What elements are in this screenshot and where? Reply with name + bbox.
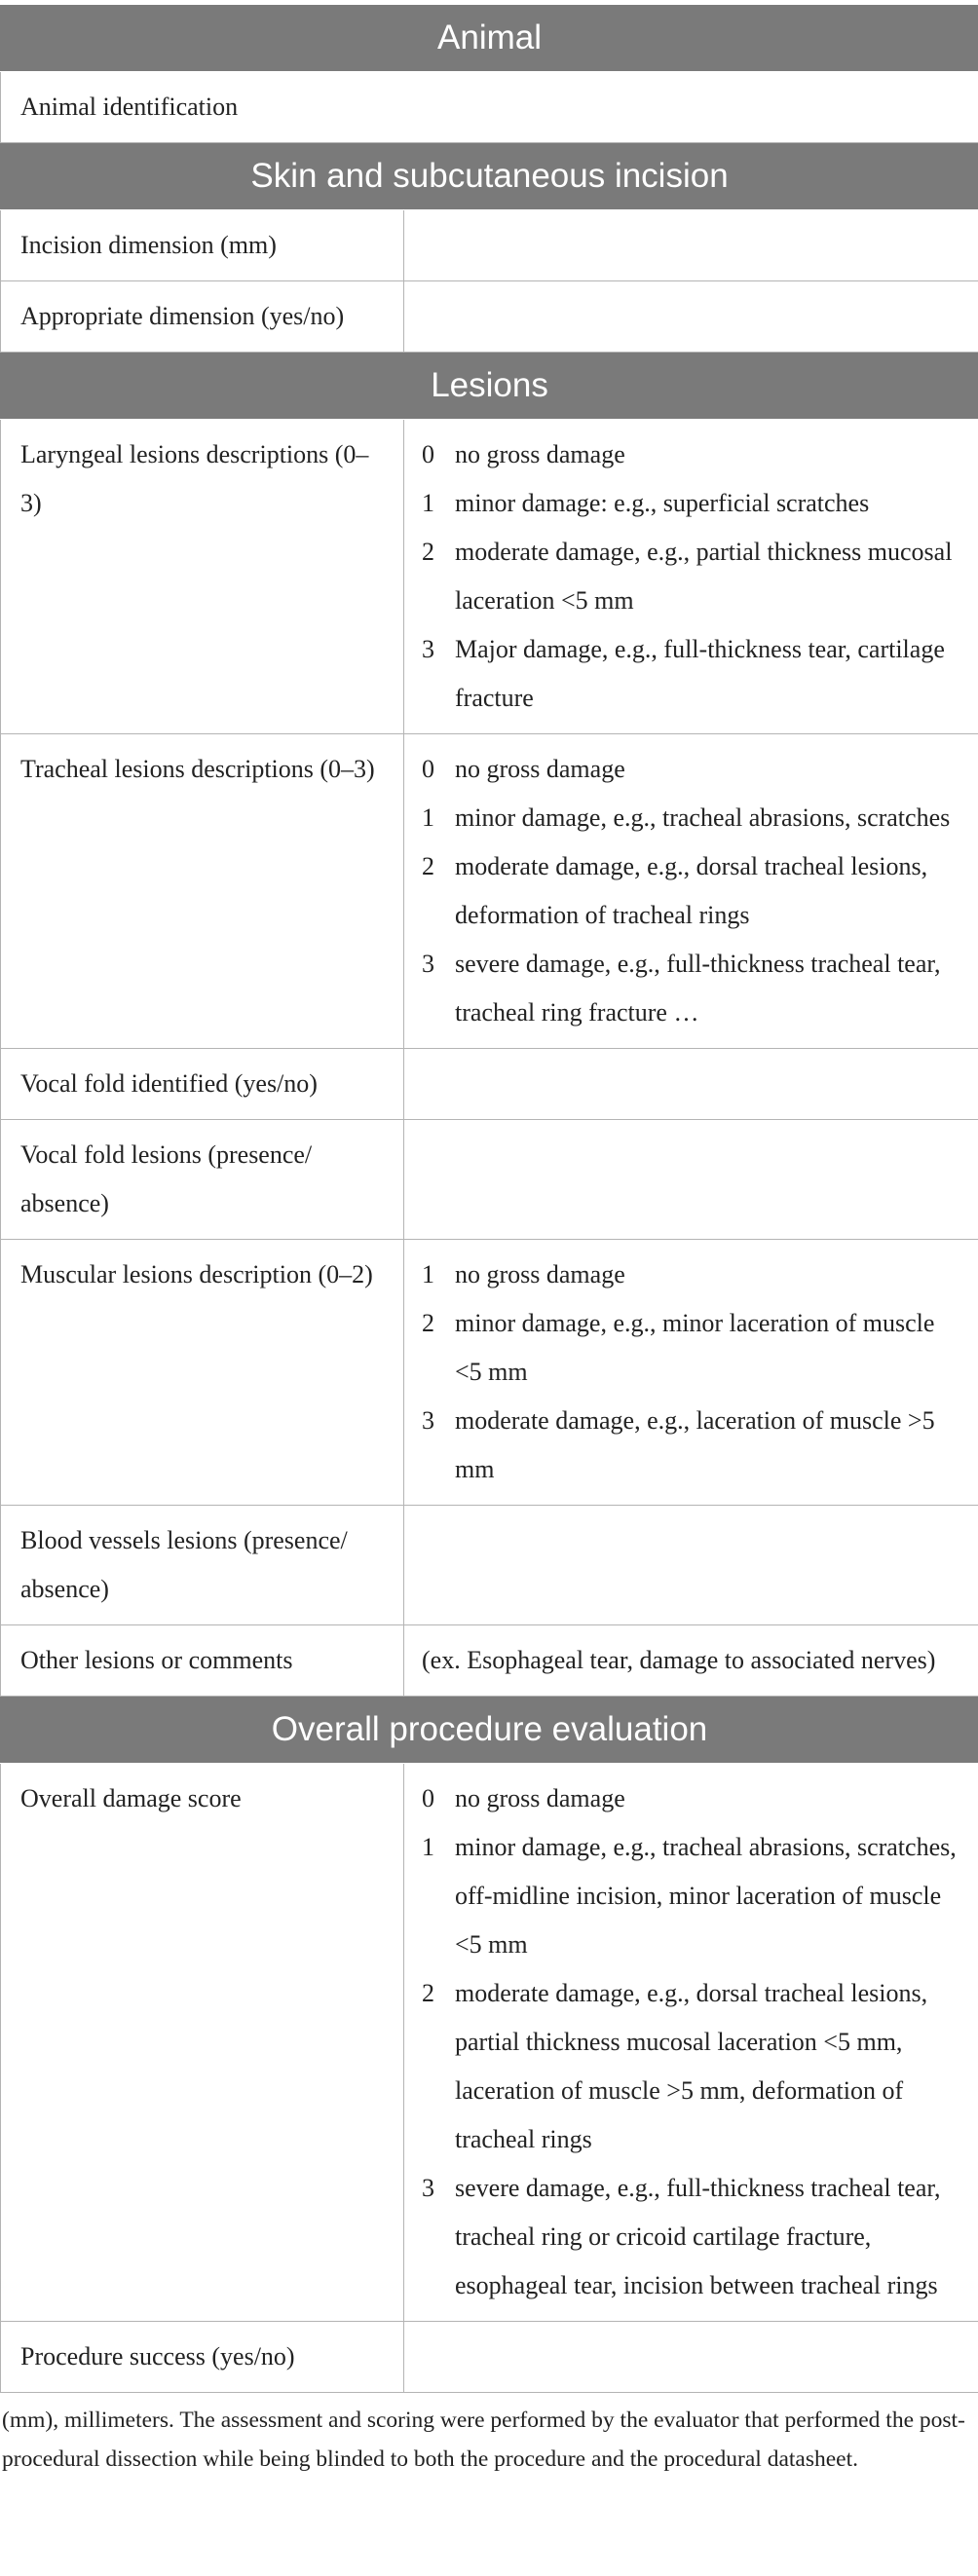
score-description: moderate damage, e.g., partial thickness mucosal laceration <5 mm [455, 528, 964, 625]
row-label-laryngeal-lesions: Laryngeal lesions descriptions (0–3) [1, 420, 404, 734]
table-row [1, 1240, 978, 1506]
section-header-lesions [1, 353, 978, 420]
score-number: 2 [422, 842, 455, 940]
score-description: severe damage, e.g., full-thickness tracheal tear, tracheal ring or cricoid cartilage fracture, esophageal tear, incision between tracheal rings [455, 2164, 964, 2310]
score-description: severe damage, e.g., full-thickness tracheal tear, tracheal ring fracture … [455, 940, 964, 1037]
score-item [422, 2164, 964, 2310]
score-item [422, 1251, 964, 1299]
score-list-tracheal [404, 734, 978, 1049]
row-label-blood-vessels-lesions: Blood vessels lesions (presence/ absence) [1, 1506, 404, 1625]
score-item [422, 528, 964, 625]
score-description: minor damage, e.g., tracheal abrasions, scratches [455, 794, 964, 842]
score-number: 3 [422, 1397, 455, 1494]
section-title-animal: Animal [1, 5, 978, 72]
table-row [1, 210, 978, 281]
table-row [1, 1120, 978, 1240]
table-row [1, 420, 978, 734]
table-row [1, 72, 978, 143]
row-label-vocal-fold-identified: Vocal fold identified (yes/no) [1, 1049, 404, 1120]
score-description: moderate damage, e.g., dorsal tracheal lesions, deformation of tracheal rings [455, 842, 964, 940]
score-item [422, 479, 964, 528]
section-header-animal [1, 5, 978, 72]
score-item [422, 625, 964, 723]
row-value-vocal-fold-identified [404, 1049, 978, 1120]
row-label-appropriate-dimension: Appropriate dimension (yes/no) [1, 281, 404, 353]
score-item [422, 745, 964, 794]
score-item [422, 1397, 964, 1494]
score-item [422, 1774, 964, 1823]
row-value-procedure-success [404, 2322, 978, 2393]
score-number: 3 [422, 940, 455, 1037]
table-footnote: (mm), millimeters. The assessment and scoring were performed by the evaluator that performed the post-procedural dissection while being blinded to both the procedure and the procedural datasheet. [0, 2393, 978, 2479]
row-value-other-lesions: (ex. Esophageal tear, damage to associated nerves) [404, 1625, 978, 1697]
score-item [422, 842, 964, 940]
procedure-datasheet-table [0, 4, 978, 2393]
row-value-incision-dimension [404, 210, 978, 281]
score-number: 0 [422, 745, 455, 794]
score-description: no gross damage [455, 1251, 964, 1299]
score-list-overall-damage [404, 1764, 978, 2322]
row-value-appropriate-dimension [404, 281, 978, 353]
score-item [422, 1823, 964, 1969]
section-header-overall [1, 1697, 978, 1764]
score-item [422, 1299, 964, 1397]
score-description: minor damage: e.g., superficial scratches [455, 479, 964, 528]
table-row [1, 1764, 978, 2322]
section-title-lesions: Lesions [1, 353, 978, 420]
datasheet-page [0, 4, 978, 2479]
score-number: 2 [422, 1299, 455, 1397]
score-number: 1 [422, 1251, 455, 1299]
score-item [422, 1969, 964, 2164]
score-list-laryngeal [404, 420, 978, 734]
score-description: no gross damage [455, 430, 964, 479]
row-label-procedure-success: Procedure success (yes/no) [1, 2322, 404, 2393]
score-description: minor damage, e.g., tracheal abrasions, scratches, off-midline incision, minor laceration of muscle <5 mm [455, 1823, 964, 1969]
table-row [1, 734, 978, 1049]
row-label-vocal-fold-lesions: Vocal fold lesions (presence/ absence) [1, 1120, 404, 1240]
score-item [422, 940, 964, 1037]
score-number: 0 [422, 430, 455, 479]
section-title-incision: Skin and subcutaneous incision [1, 143, 978, 210]
score-number: 1 [422, 794, 455, 842]
table-row [1, 281, 978, 353]
section-title-overall: Overall procedure evaluation [1, 1697, 978, 1764]
row-label-other-lesions: Other lesions or comments [1, 1625, 404, 1697]
score-description: no gross damage [455, 745, 964, 794]
score-item [422, 794, 964, 842]
row-label-animal-identification: Animal identification [1, 72, 978, 143]
score-list-muscular [404, 1240, 978, 1506]
table-row [1, 1625, 978, 1697]
score-number: 2 [422, 528, 455, 625]
score-item [422, 430, 964, 479]
score-description: moderate damage, e.g., laceration of muscle >5 mm [455, 1397, 964, 1494]
row-label-tracheal-lesions: Tracheal lesions descriptions (0–3) [1, 734, 404, 1049]
row-label-muscular-lesions: Muscular lesions description (0–2) [1, 1240, 404, 1506]
score-number: 2 [422, 1969, 455, 2164]
table-row [1, 1049, 978, 1120]
row-label-incision-dimension: Incision dimension (mm) [1, 210, 404, 281]
score-description: minor damage, e.g., minor laceration of muscle <5 mm [455, 1299, 964, 1397]
score-number: 0 [422, 1774, 455, 1823]
score-description: no gross damage [455, 1774, 964, 1823]
score-number: 3 [422, 625, 455, 723]
table-row [1, 1506, 978, 1625]
row-value-blood-vessels-lesions [404, 1506, 978, 1625]
score-number: 3 [422, 2164, 455, 2310]
score-number: 1 [422, 1823, 455, 1969]
row-value-vocal-fold-lesions [404, 1120, 978, 1240]
table-row [1, 2322, 978, 2393]
score-description: Major damage, e.g., full-thickness tear, cartilage fracture [455, 625, 964, 723]
score-number: 1 [422, 479, 455, 528]
row-label-overall-damage-score: Overall damage score [1, 1764, 404, 2322]
score-description: moderate damage, e.g., dorsal tracheal lesions, partial thickness mucosal laceration <5 mm, laceration of muscle >5 mm, deformation of tracheal rings [455, 1969, 964, 2164]
section-header-incision [1, 143, 978, 210]
